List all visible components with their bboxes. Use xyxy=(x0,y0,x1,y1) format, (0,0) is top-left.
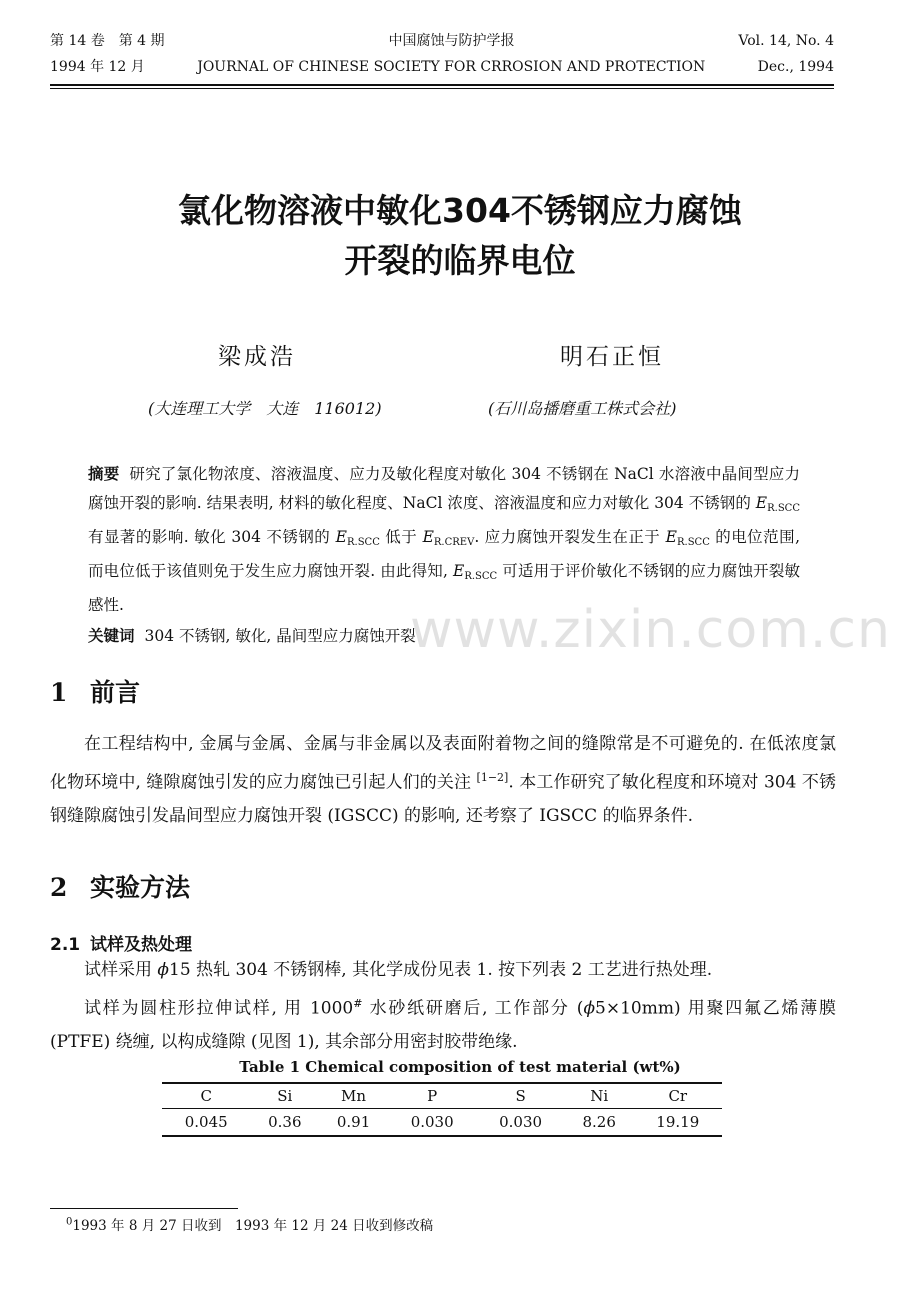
section-1-heading xyxy=(50,673,140,709)
subsection-number: 2.1 xyxy=(50,935,81,955)
journal-name-cn: 中国腐蚀与防护学报 xyxy=(388,33,515,49)
phi-symbol: ϕ xyxy=(583,998,596,1019)
table-cell: 8.26 xyxy=(565,1109,634,1137)
symbol-e: E xyxy=(755,494,768,512)
header-row-2 xyxy=(50,56,834,82)
abstract-label: 摘要 xyxy=(88,465,120,483)
journal-header xyxy=(50,30,834,82)
title-line-2: 开裂的临界电位 xyxy=(344,241,576,280)
citation-ref: [1−2] xyxy=(476,771,509,784)
journal-name-en: JOURNAL OF CHINESE SOCIETY FOR CRROSION AND PROTECTION xyxy=(197,59,706,75)
abstract-text-a: 研究了氯化物浓度、溶液温度、应力及敏化程度对敏化 304 不锈钢在 NaCl 水溶液中晶间型应力腐蚀开裂的影响. 结果表明, 材料的敏化程度、NaCl 浓度、溶液温度和应力对敏化 304 不锈钢的 xyxy=(88,465,800,512)
table-1 xyxy=(162,1082,722,1137)
footnote-mark: 0 xyxy=(66,1216,73,1228)
section-2-heading xyxy=(50,868,190,904)
footnote xyxy=(66,1214,433,1234)
hash-mark: # xyxy=(353,997,363,1010)
section-2-title: 实验方法 xyxy=(90,873,191,902)
header-rule-thick xyxy=(50,84,834,86)
header-rule-thin xyxy=(50,88,834,89)
affiliation-1: (大连理工大学 大连 116012) xyxy=(148,399,382,418)
phi-symbol: ϕ xyxy=(157,960,169,980)
table-cell: 0.045 xyxy=(162,1109,250,1137)
p1-text-b: 15 热轧 304 不锈钢棒, 其化学成份见表 1. 按下列表 2 工艺进行热处理. xyxy=(169,960,713,980)
table-header-cell: Cr xyxy=(634,1083,722,1109)
table-cell: 0.36 xyxy=(250,1109,319,1137)
abstract-text-b: 有显著的影响. 敏化 304 不锈钢的 xyxy=(88,528,336,546)
p2-text-c: 5×10mm) 用聚四氟乙烯薄膜 (PTFE) 绕缠, 以构成缝隙 (见图 1), 其余部分用密封胶带绝缘. xyxy=(50,998,836,1052)
paragraph-2-1-b xyxy=(50,987,836,1059)
p2-text-a: 试样为圆柱形拉伸试样, 用 1000 xyxy=(84,998,354,1019)
date-cn: 1994 年 12 月 xyxy=(50,59,145,75)
section-1-title: 前言 xyxy=(90,678,141,707)
symbol-e: E xyxy=(335,528,347,546)
table-header-cell: S xyxy=(476,1083,564,1109)
abstract-text-e: 的电位范围, 而电位低于该值则免于发生应力腐蚀开裂. 由此得知, xyxy=(88,528,800,580)
volume-en: Vol. 14, No. 4 xyxy=(738,33,834,49)
symbol-e: E xyxy=(452,562,465,580)
symbol-e: E xyxy=(422,528,434,546)
section-2-number: 2 xyxy=(50,873,68,902)
keywords xyxy=(88,624,800,646)
symbol-e: E xyxy=(665,528,677,546)
author-2: 明石正恒 xyxy=(560,344,664,370)
abstract-text-d: . 应力腐蚀开裂发生在正于 xyxy=(474,528,666,546)
table-header-cell: Mn xyxy=(319,1083,388,1109)
subscript-rscc: R.SCC xyxy=(464,571,498,582)
watermark: www.zixin.com.cn xyxy=(410,600,891,660)
author-1: 梁成浩 xyxy=(218,344,296,370)
subscript-rscc: R.SCC xyxy=(346,537,380,548)
table-header-cell: Si xyxy=(250,1083,319,1109)
abstract xyxy=(88,460,800,620)
table-cell: 19.19 xyxy=(634,1109,722,1137)
section-1-number: 1 xyxy=(50,678,68,707)
section-1-paragraph xyxy=(50,728,836,833)
abstract-text-f: 可适用于评价敏化不锈钢的应力腐蚀开裂敏感性. xyxy=(88,562,800,614)
subscript-rcrev: R.CREV xyxy=(433,537,475,548)
table-cell: 0.030 xyxy=(476,1109,564,1137)
footnote-rule xyxy=(50,1208,238,1209)
keywords-label: 关键词 xyxy=(88,627,135,645)
header-row-1 xyxy=(50,30,834,56)
table-header-row xyxy=(162,1083,722,1109)
title-line-1: 氯化物溶液中敏化304不锈钢应力腐蚀 xyxy=(178,191,742,230)
table-header-cell: C xyxy=(162,1083,250,1109)
table-1-caption: Table 1 Chemical composition of test material (wt%) xyxy=(239,1058,681,1076)
subsection-title: 试样及热处理 xyxy=(90,935,192,955)
p2-text-b: 水砂纸研磨后, 工作部分 ( xyxy=(362,998,584,1019)
table-header-cell: Ni xyxy=(565,1083,634,1109)
subscript-rscc: R.SCC xyxy=(767,503,800,514)
subsection-2-1-heading xyxy=(50,930,192,955)
keywords-text: 304 不锈钢, 敏化, 晶间型应力腐蚀开裂 xyxy=(144,627,416,645)
table-cell: 0.91 xyxy=(319,1109,388,1137)
paragraph-2-1-a xyxy=(50,954,836,987)
table-header-cell: P xyxy=(388,1083,476,1109)
footnote-text: 1993 年 8 月 27 日收到 1993 年 12 月 24 日收到修改稿 xyxy=(72,1218,434,1234)
affiliation-2: (石川岛播磨重工株式会社) xyxy=(488,399,677,418)
table-row xyxy=(162,1109,722,1137)
subscript-rscc: R.SCC xyxy=(676,537,710,548)
p1-text-a: 试样采用 xyxy=(84,960,158,980)
section-2-paragraphs xyxy=(50,954,836,1059)
section-1-text-a: 在工程结构中, 金属与金属、金属与非金属以及表面附着物之间的缝隙常是不可避免的. 在低浓度氯化物环境中, 缝隙腐蚀引发的应力腐蚀已引起人们的关注 xyxy=(50,734,836,793)
paper-title xyxy=(0,186,920,286)
issue-cn: 第 14 卷 第 4 期 xyxy=(50,33,165,49)
date-en: Dec., 1994 xyxy=(757,59,834,75)
section-1-text-b: . 本工作研究了敏化程度和环境对 304 不锈钢缝隙腐蚀引发晶间型应力腐蚀开裂 (IGSCC) 的影响, 还考察了 IGSCC 的临界条件. xyxy=(50,772,836,826)
abstract-text-c: 低于 xyxy=(379,528,423,546)
table-cell: 0.030 xyxy=(388,1109,476,1137)
